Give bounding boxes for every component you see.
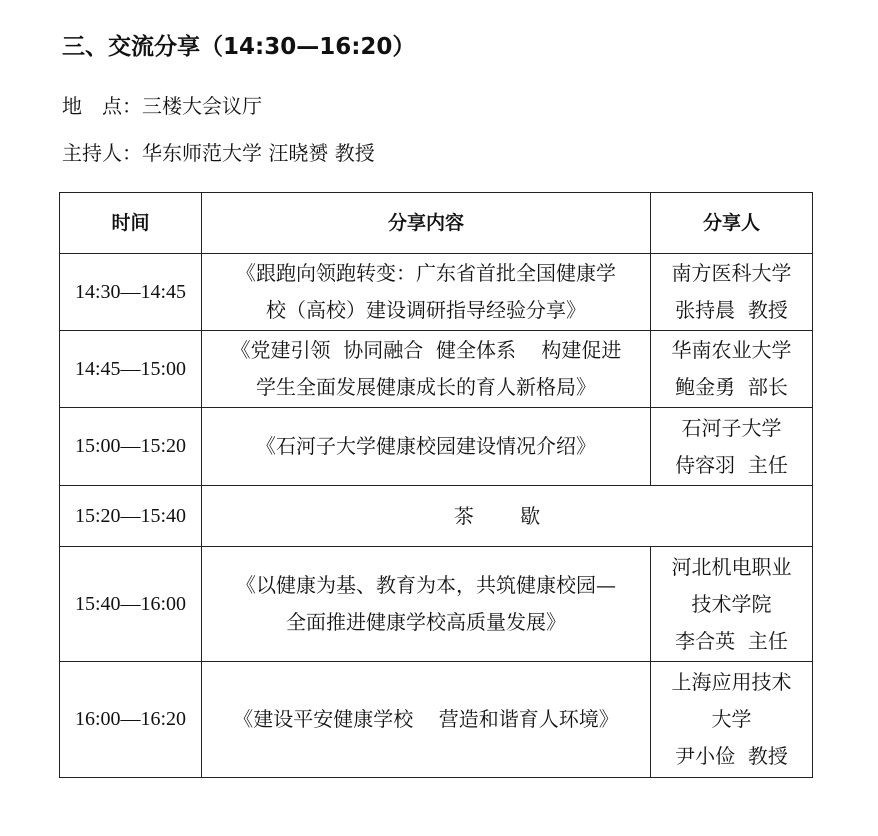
header-time: 时间	[60, 193, 202, 254]
row-time: 15:20—15:40	[60, 486, 202, 547]
row-content	[202, 547, 651, 662]
table-row	[60, 408, 813, 486]
table-row	[60, 547, 813, 662]
row-time: 16:00—16:20	[60, 662, 202, 778]
speaker-line: 石河子大学	[681, 415, 782, 440]
speaker-line: 南方医科大学	[671, 261, 792, 285]
venue-value: 三楼大会议厅	[142, 94, 262, 118]
row-content	[202, 408, 651, 486]
row-time: 15:00—15:20	[60, 408, 202, 486]
table-row	[60, 662, 813, 778]
speaker-line: 侍容羽 主任	[675, 452, 788, 477]
row-speaker	[651, 331, 813, 408]
speaker-line: 张持晨 教授	[675, 298, 788, 322]
break-label: 茶 歇	[453, 503, 561, 528]
speaker-line: 河北机电职业	[671, 554, 792, 579]
content-line: 《跟跑向领跑转变：广东省首批全国健康学	[236, 261, 616, 285]
speaker-line: 华南农业大学	[671, 338, 792, 362]
speaker-line: 上海应用技术	[671, 670, 792, 694]
content-line: 《石河子大学健康校园建设情况介绍》	[256, 434, 596, 458]
content-line: 《党建引领 协同融合 健全体系 构建促进	[230, 338, 622, 362]
row-time: 14:45—15:00	[60, 331, 202, 408]
schedule-table	[59, 192, 813, 778]
venue-line	[62, 90, 262, 119]
host-line	[62, 137, 375, 166]
row-speaker	[651, 254, 813, 331]
speaker-line: 尹小俭 教授	[675, 744, 788, 768]
row-speaker	[651, 662, 813, 778]
host-label: 主持人：	[62, 141, 142, 165]
row-content	[202, 331, 651, 408]
venue-label: 地 点：	[62, 94, 142, 118]
header-speaker: 分享人	[651, 193, 813, 254]
table-row	[60, 486, 813, 547]
speaker-line: 技术学院	[691, 591, 772, 616]
table-header-row	[60, 193, 813, 254]
content-line: 学生全面发展健康成长的育人新格局》	[256, 375, 596, 399]
content-line: 《以健康为基、教育为本，共筑健康校园—	[236, 573, 616, 597]
speaker-line: 鲍金勇 部长	[675, 375, 788, 399]
table-row	[60, 254, 813, 331]
schedule-body	[60, 254, 813, 778]
row-content	[202, 662, 651, 778]
table-row	[60, 331, 813, 408]
host-value: 华东师范大学 汪晓赟 教授	[142, 141, 375, 165]
row-time: 15:40—16:00	[60, 547, 202, 662]
speaker-line: 李合英 主任	[675, 628, 788, 653]
row-speaker	[651, 408, 813, 486]
row-content	[202, 254, 651, 331]
row-speaker	[651, 547, 813, 662]
header-content: 分享内容	[202, 193, 651, 254]
content-line: 《建设平安健康学校 营造和谐育人环境》	[233, 707, 619, 731]
content-line: 校（高校）建设调研指导经验分享》	[266, 298, 586, 322]
content-line: 全面推进健康学校高质量发展》	[286, 610, 566, 634]
section-title: 三、交流分享（14:30—16:20）	[62, 34, 416, 60]
speaker-line: 大学	[711, 707, 752, 731]
row-time: 14:30—14:45	[60, 254, 202, 331]
row-break	[202, 486, 813, 547]
